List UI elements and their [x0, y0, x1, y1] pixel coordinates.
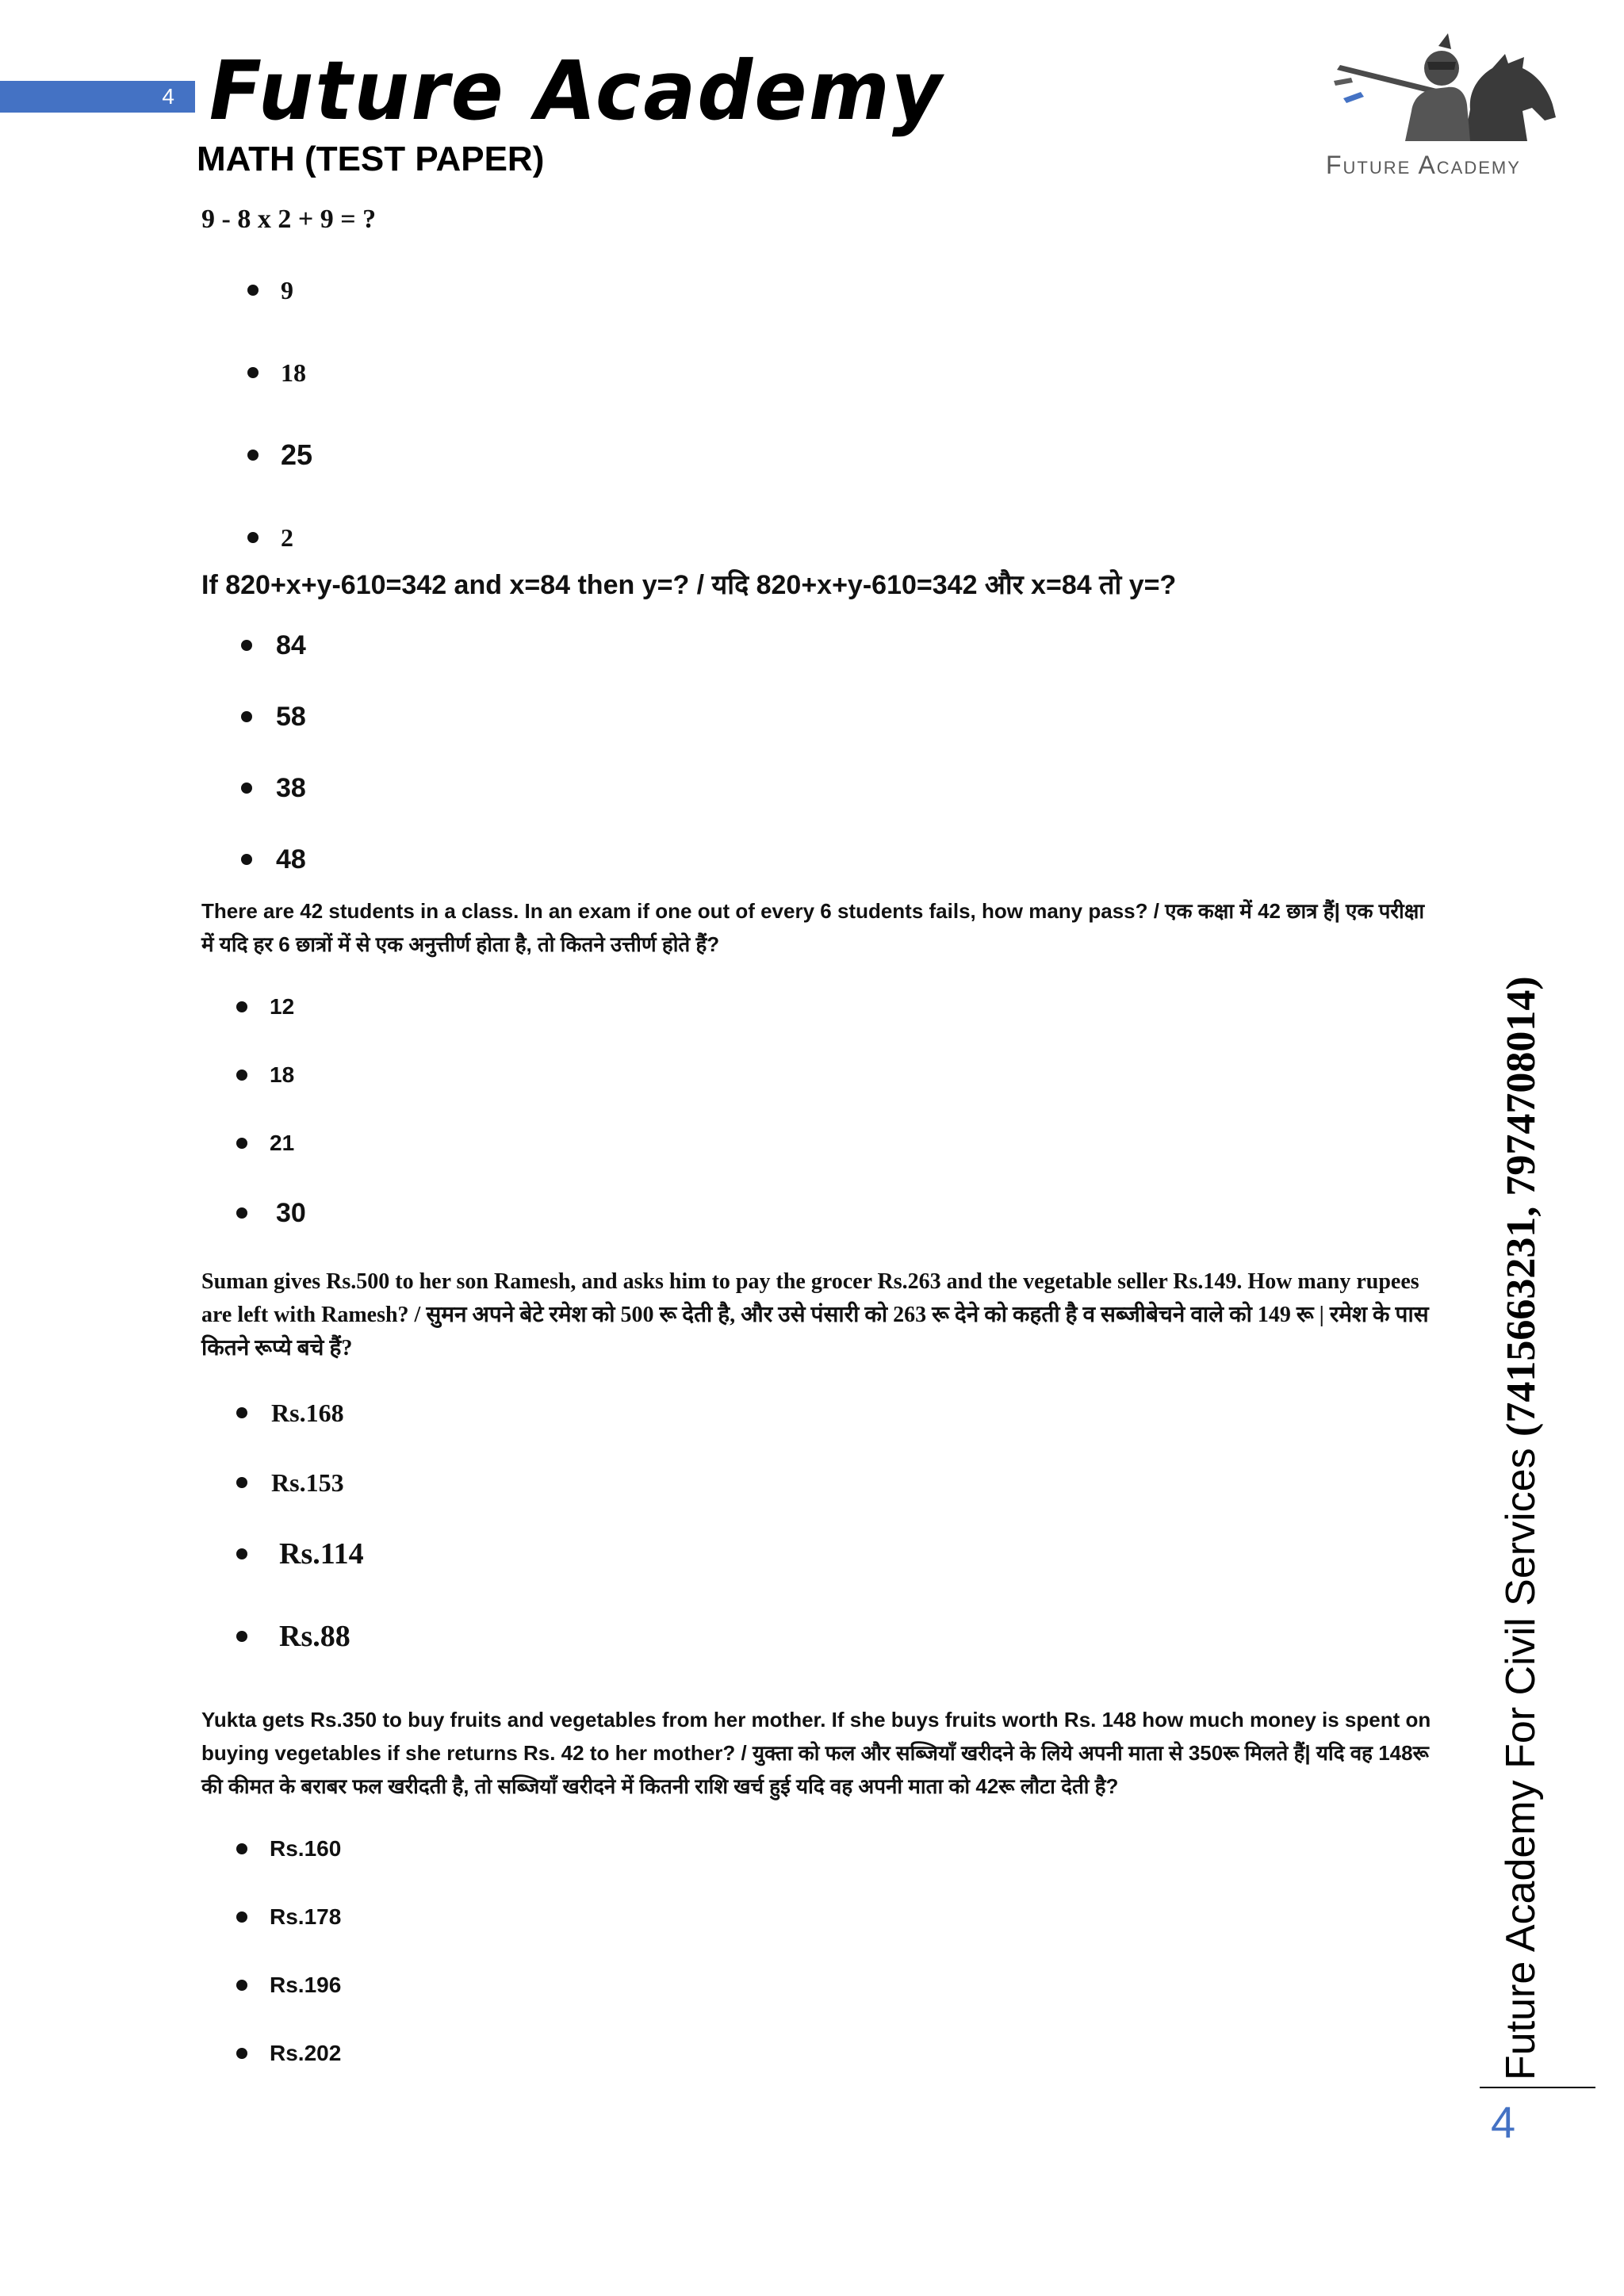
- option-list: [236, 985, 1438, 1237]
- bullet-icon: [247, 450, 259, 461]
- question-text: There are 42 students in a class. In an exam if one out of every 6 students fails, how many pass? / एक कक्षा में 42 छात्र हैं| एक परीक्षा में यदि हर 6 छात्रों में से एक अनुत्तीर्ण होता है, तो कितने उत्तीर्ण होते हैं?: [201, 898, 1425, 956]
- option-item: [236, 1121, 1438, 1165]
- option-item: [236, 1053, 1438, 1097]
- bullet-icon: [236, 1407, 247, 1418]
- bullet-icon: [236, 1631, 247, 1642]
- option-label: 58: [276, 701, 306, 732]
- bullet-icon: [236, 1911, 247, 1923]
- brand-title: Future Academy: [200, 44, 953, 140]
- option-item: [247, 514, 1438, 561]
- bullet-icon: [247, 367, 259, 378]
- option-label: 21: [270, 1130, 295, 1155]
- bullet-icon: [241, 854, 252, 865]
- bullet-icon: [236, 1207, 247, 1219]
- question-text: If 820+x+y-610=342 and x=84 then y=? / यदि 820+x+y-610=342 और x=84 तो y=?: [201, 569, 1177, 600]
- option-label: 30: [276, 1197, 306, 1228]
- option-item: [247, 266, 1438, 314]
- bullet-icon: [236, 1980, 247, 1991]
- option-label: Rs.196: [270, 1972, 342, 1997]
- option-item: [241, 693, 1438, 740]
- option-item: [236, 1963, 1438, 2007]
- option-item: [236, 1389, 1438, 1437]
- bullet-icon: [241, 711, 252, 722]
- option-label: 25: [281, 438, 313, 471]
- question-list: [201, 198, 1438, 2076]
- option-label: 2: [281, 522, 293, 552]
- option-item: [236, 1611, 1438, 1662]
- bullet-icon: [236, 1070, 247, 1081]
- bullet-icon: [241, 783, 252, 794]
- option-item: [241, 622, 1438, 669]
- page-subtitle: MATH (TEST PAPER): [197, 140, 545, 178]
- option-list: [236, 1389, 1438, 1662]
- bullet-icon: [236, 1548, 247, 1559]
- option-label: 48: [276, 844, 306, 874]
- option-label: Rs.178: [270, 1904, 342, 1929]
- sidebar-contact: [1497, 976, 1545, 2080]
- option-label: Rs.202: [270, 2040, 342, 2065]
- bullet-icon: [236, 1138, 247, 1149]
- option-label: 38: [276, 772, 306, 803]
- question-block: [201, 1265, 1438, 1662]
- option-label: 9: [281, 275, 293, 304]
- question-block: [201, 1703, 1438, 2076]
- option-label: Rs.160: [270, 1835, 342, 1861]
- option-list: [241, 622, 1438, 883]
- option-item: [247, 431, 1438, 479]
- header-page-number: 4: [162, 84, 174, 109]
- knight-horse-icon: [1329, 22, 1567, 149]
- footer-divider: [1480, 2087, 1595, 2088]
- bullet-icon: [236, 2048, 247, 2059]
- bullet-icon: [241, 640, 252, 651]
- question-block: [201, 201, 1438, 561]
- bullet-icon: [247, 285, 259, 296]
- option-item: [236, 1529, 1438, 1579]
- question-block: [201, 894, 1438, 1237]
- option-label: 84: [276, 629, 306, 660]
- option-label: Rs.168: [271, 1398, 344, 1427]
- question-text: Suman gives Rs.500 to her son Ramesh, and asks him to pay the grocer Rs.263 and the vegetable seller Rs.149. How many rupees are left with Ramesh? / सुमन अपने बेटे रमेश को 500 रू देती है, और उसे पंसारी को 263 रू देने को कहती है व सब्जीबेचने वाले को 149 रू | रमेश के पास कितने रूप्ये बचे हैं?: [201, 1269, 1429, 1360]
- logo: [1320, 22, 1586, 181]
- option-item: [241, 836, 1438, 883]
- option-item: [236, 1827, 1438, 1871]
- page-number-bar: [0, 81, 195, 113]
- option-list: [236, 1827, 1438, 2076]
- footer-page-number: 4: [1491, 2097, 1516, 2147]
- option-label: Rs.114: [279, 1536, 364, 1571]
- bullet-icon: [247, 532, 259, 543]
- option-item: [236, 1189, 1438, 1237]
- option-item: [236, 1895, 1438, 1939]
- option-item: [247, 349, 1438, 396]
- option-label: 18: [270, 1062, 295, 1087]
- option-item: [236, 985, 1438, 1029]
- question-text: 9 - 8 x 2 + 9 = ?: [201, 205, 377, 234]
- option-label: 18: [281, 358, 306, 387]
- bullet-icon: [236, 1477, 247, 1488]
- bullet-icon: [236, 1843, 247, 1854]
- sidebar-label: Future Academy For Civil Services: [1498, 1448, 1544, 2080]
- option-item: [236, 2031, 1438, 2076]
- option-list: [247, 266, 1438, 561]
- bullet-icon: [236, 1001, 247, 1012]
- option-label: Rs.153: [271, 1468, 344, 1497]
- option-item: [236, 1459, 1438, 1506]
- option-item: [241, 764, 1438, 812]
- option-label: 12: [270, 993, 295, 1019]
- logo-text: Future Academy: [1326, 151, 1521, 179]
- question-block: [201, 568, 1438, 883]
- sidebar-phones: (7415663231, 7974708014): [1499, 976, 1544, 1437]
- question-text: Yukta gets Rs.350 to buy fruits and vegetables from her mother. If she buys fruits worth Rs. 148 how much money is spent on buying vegetables if she returns Rs. 42 to her mother? / युक्ता को फल और सब्जियाँ खरीदने के लिये अपनी माता से 350रू मिलते हैं| यदि वह 148रू की कीमत के बराबर फल खरीदती है, तो सब्जियाँ खरीदने में कितनी राशि खर्च हुई यदि वह अपनी माता को 42रू लौटा देती है?: [201, 1707, 1431, 1798]
- option-label: Rs.88: [279, 1619, 350, 1653]
